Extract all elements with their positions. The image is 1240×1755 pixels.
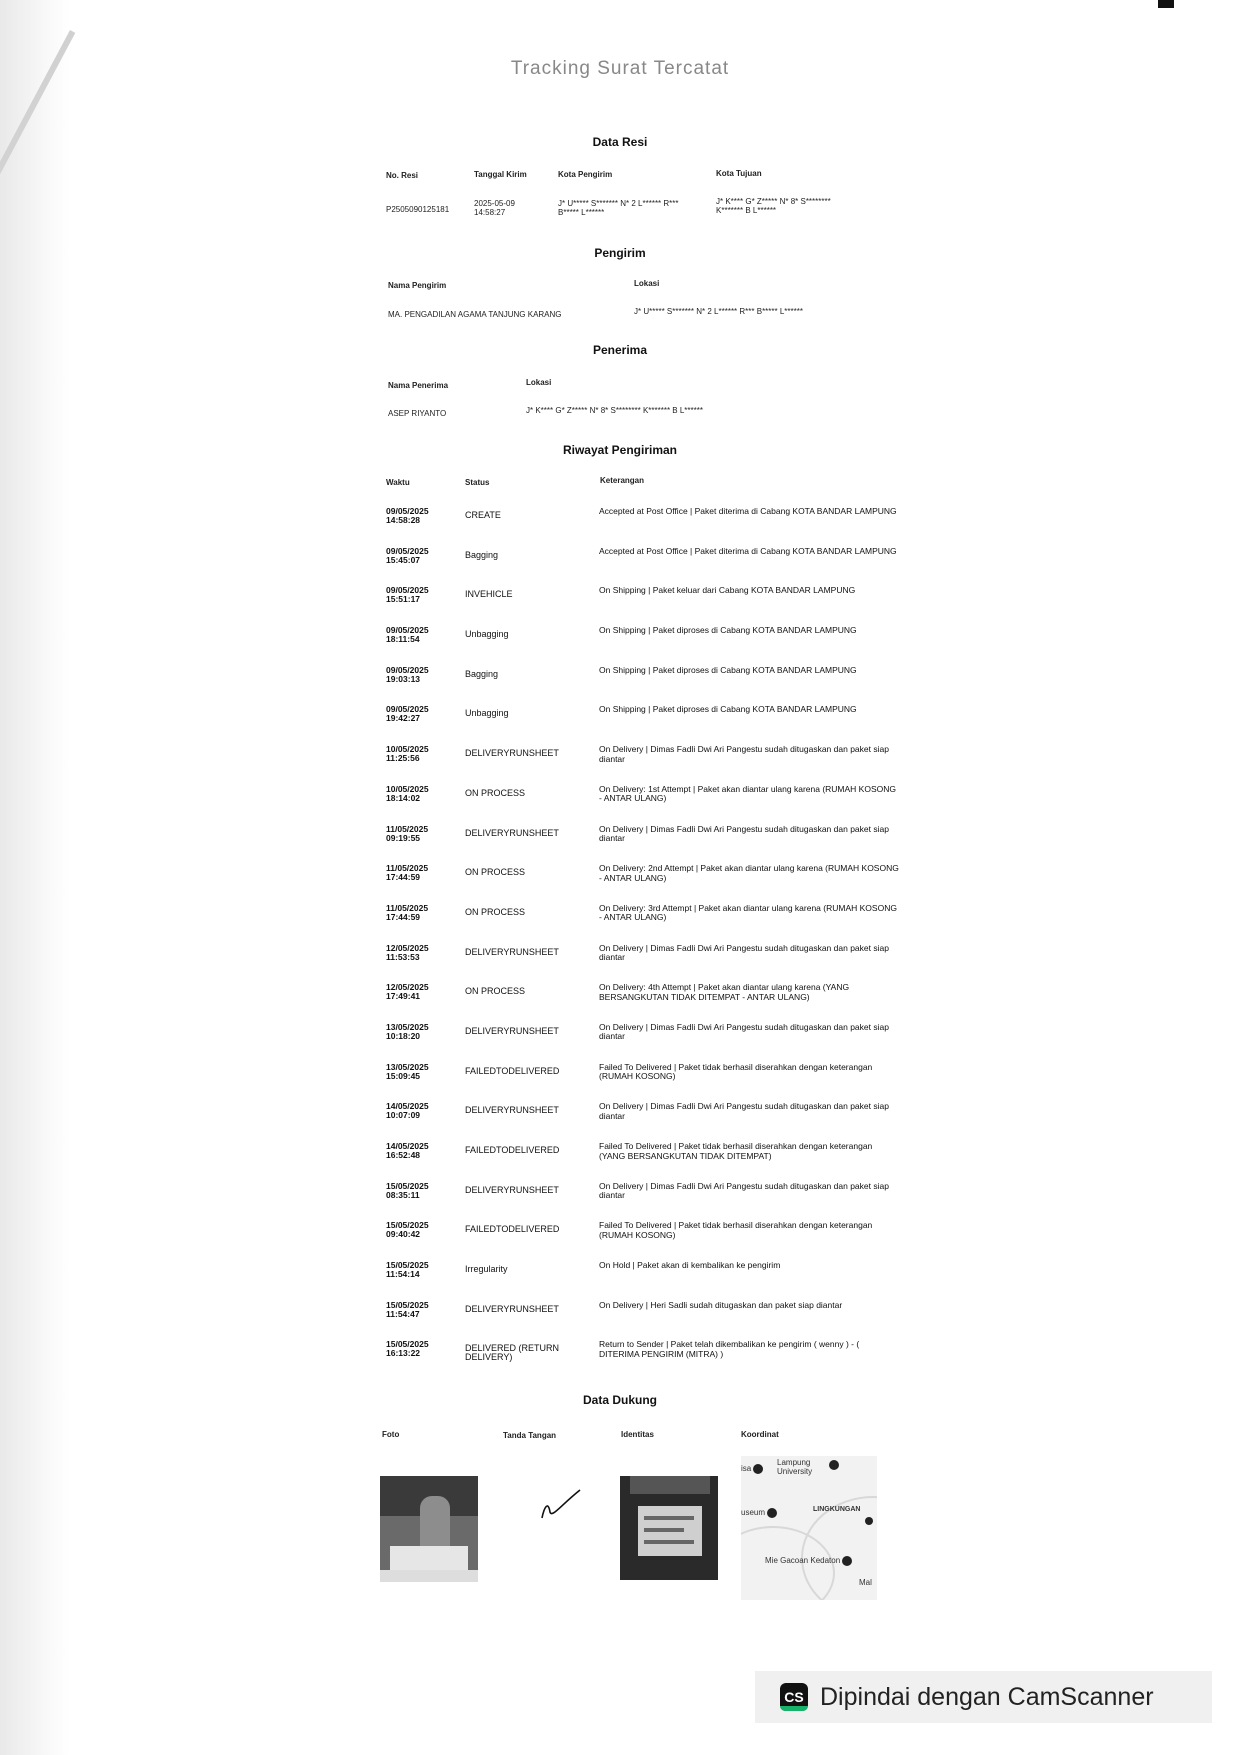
table-row [386,626,906,666]
row-keterangan: On Shipping | Paket diproses di Cabang KOTA BANDAR LAMPUNG [599,664,857,675]
row-keterangan: On Delivery: 3rd Attempt | Paket akan diantar ulang karena (RUMAH KOSONG - ANTAR ULANG) [599,902,897,923]
row-keterangan: On Delivery | Dimas Fadli Dwi Ari Pangestu sudah ditugaskan dan paket siap diantar [599,744,889,764]
row-keterangan: Accepted at Post Office | Paket diterima di Cabang KOTA BANDAR LAMPUNG [599,545,897,556]
map-pin-icon [753,1464,763,1474]
camscanner-text: Dipindai dengan CamScanner [820,1682,1154,1711]
dukung-header-tanda-tangan: Tanda Tangan [503,1431,557,1440]
row-waktu: 09/05/2025 18:11:54 [386,625,429,645]
row-keterangan: On Delivery | Dimas Fadli Dwi Ari Pangestu sudah ditugaskan dan paket siap diantar [599,1101,889,1121]
table-row [386,1063,906,1103]
row-keterangan: On Delivery: 4th Attempt | Paket akan diantar ulang karena (YANG BERSANGKUTAN TIDAK DITEMPAT - ANTAR ULANG) [599,982,850,1002]
map-label: LINGKUNGAN [813,1506,861,1513]
table-row [386,785,906,825]
table-row [386,745,906,785]
table-row [386,666,906,706]
table-row [386,904,906,944]
row-status: ON PROCESS [465,906,526,917]
resi-header-kota-tujuan: Kota Tujuan [716,169,762,178]
table-row [386,1182,906,1222]
dukung-header-koordinat: Koordinat [741,1430,779,1439]
section-penerima-heading: Penerima [592,343,648,357]
row-keterangan: On Delivery | Dimas Fadli Dwi Ari Pangestu sudah ditugaskan dan paket siap diantar [599,1021,889,1042]
table-row [386,1221,906,1261]
resi-kota-tujuan-value: J* K**** G* Z***** N* 8* S******** K******* B L****** [716,197,831,215]
row-waktu: 09/05/2025 19:03:13 [386,664,429,684]
row-status: DELIVERED (RETURN DELIVERY) [465,1343,560,1363]
riwayat-header-waktu: Waktu [386,478,410,487]
row-waktu: 10/05/2025 11:25:56 [386,744,429,764]
row-waktu: 14/05/2025 16:52:48 [386,1141,429,1160]
row-waktu: 11/05/2025 17:44:59 [386,863,429,883]
penerima-lokasi-value: J* K**** G* Z***** N* 8* S******** K******* B L****** [526,406,703,415]
table-row [386,825,906,865]
row-keterangan: On Shipping | Paket diproses di Cabang KOTA BANDAR LAMPUNG [599,704,857,715]
row-keterangan: On Delivery | Dimas Fadli Dwi Ari Pangestu sudah ditugaskan dan paket siap diantar [599,942,889,963]
row-status: CREATE [465,510,501,520]
resi-tanggal-value: 2025-05-09 14:58:27 [474,199,515,217]
row-status: DELIVERYRUNSHEET [465,1105,559,1116]
riwayat-header-keterangan: Keterangan [600,476,645,485]
table-row [386,1142,906,1182]
pengirim-lokasi-label: Lokasi [634,279,660,288]
riwayat-table [386,507,906,1380]
scan-corner-mark [1158,0,1174,8]
delivery-photo [380,1476,478,1582]
section-pengirim-heading: Pengirim [594,246,646,260]
row-status: Bagging [465,549,499,560]
row-waktu: 14/05/2025 10:07:09 [386,1101,429,1121]
table-row [386,507,906,547]
row-waktu: 13/05/2025 10:18:20 [386,1021,429,1041]
resi-kota-pengirim-value: J* U***** S******* N* 2 L****** R*** B***** L****** [558,199,679,217]
row-keterangan: On Hold | Paket akan di kembalikan ke pengirim [599,1260,781,1271]
identity-photo [620,1476,718,1580]
map-pin-icon [865,1516,876,1525]
section-data-resi-heading: Data Resi [592,135,648,149]
row-waktu: 09/05/2025 15:45:07 [386,545,429,565]
row-waktu: 11/05/2025 09:19:55 [386,823,429,843]
camscanner-watermark [755,1671,1212,1723]
riwayat-header-status: Status [465,478,490,487]
row-waktu: 10/05/2025 18:14:02 [386,783,429,803]
row-status: DELIVERYRUNSHEET [465,748,559,759]
table-row [386,586,906,626]
row-status: FAILEDTODELIVERED [465,1224,560,1235]
dukung-header-foto: Foto [382,1430,400,1439]
row-status: DELIVERYRUNSHEET [465,1025,559,1036]
row-waktu: 09/05/2025 15:51:17 [386,585,429,605]
map-label: useum [741,1508,780,1518]
row-keterangan: Failed To Delivered | Paket tidak berhasil diserahkan dengan keterangan (YANG BERSANGKUTAN TIDAK DITEMPAT) [599,1141,873,1161]
row-status: INVEHICLE [465,589,513,600]
row-waktu: 11/05/2025 17:44:59 [386,902,429,922]
table-row [386,705,906,745]
page-title: Tracking Surat Tercatat [510,58,730,79]
table-row [386,944,906,984]
row-status: ON PROCESS [465,867,526,878]
location-map [741,1456,877,1600]
row-keterangan: Accepted at Post Office | Paket diterima di Cabang KOTA BANDAR LAMPUNG [599,506,897,516]
table-row [386,1261,906,1301]
row-status: DELIVERYRUNSHEET [465,1303,559,1314]
resi-no-value: P2505090125181 [386,205,450,214]
table-row [386,1023,906,1063]
table-row [386,547,906,587]
row-waktu: 09/05/2025 14:58:28 [386,506,429,525]
scan-shadow [0,0,70,1755]
table-row [386,983,906,1023]
row-status: FAILEDTODELIVERED [465,1065,560,1076]
penerima-nama-label: Nama Penerima [388,381,449,390]
section-riwayat-heading: Riwayat Pengiriman [562,443,678,457]
row-keterangan: On Delivery | Heri Sadli sudah ditugaskan dan paket siap diantar [599,1299,843,1310]
pengirim-lokasi-value: J* U***** S******* N* 2 L****** R*** B***** L****** [634,307,803,316]
row-keterangan: Failed To Delivered | Paket tidak berhasil diserahkan dengan keterangan (RUMAH KOSONG) [599,1220,873,1240]
row-keterangan: On Shipping | Paket diproses di Cabang KOTA BANDAR LAMPUNG [599,625,857,636]
map-pin-icon [767,1508,777,1518]
row-keterangan: On Delivery | Dimas Fadli Dwi Ari Pangestu sudah ditugaskan dan paket siap diantar [599,1180,889,1201]
row-status: Unbagging [465,629,509,640]
section-data-dukung-heading: Data Dukung [582,1393,657,1407]
row-waktu: 13/05/2025 15:09:45 [386,1061,429,1081]
row-waktu: 15/05/2025 16:13:22 [386,1339,429,1359]
row-keterangan: On Delivery: 2nd Attempt | Paket akan diantar ulang karena (RUMAH KOSONG - ANTAR ULANG) [599,863,899,883]
row-status: DELIVERYRUNSHEET [465,1184,559,1195]
row-status: DELIVERYRUNSHEET [465,827,559,838]
table-row [386,864,906,904]
row-waktu: 15/05/2025 11:54:14 [386,1260,429,1280]
pengirim-nama-label: Nama Pengirim [388,281,447,290]
row-waktu: 15/05/2025 08:35:11 [386,1180,429,1200]
table-row [386,1102,906,1142]
row-waktu: 15/05/2025 09:40:42 [386,1220,429,1240]
table-row [386,1340,906,1380]
dukung-header-identitas: Identitas [621,1430,654,1439]
row-keterangan: Failed To Delivered | Paket tidak berhasil diserahkan dengan keterangan (RUMAH KOSONG) [599,1061,873,1082]
table-row [386,1301,906,1341]
row-waktu: 09/05/2025 19:42:27 [386,704,429,724]
row-status: ON PROCESS [465,986,526,997]
row-waktu: 15/05/2025 11:54:47 [386,1299,429,1319]
row-keterangan: On Shipping | Paket keluar dari Cabang KOTA BANDAR LAMPUNG [599,585,856,596]
pengirim-nama-value: MA. PENGADILAN AGAMA TANJUNG KARANG [388,310,562,319]
resi-header-tanggal: Tanggal Kirim [474,170,527,179]
penerima-nama-value: ASEP RIYANTO [388,409,447,418]
map-label: Mal [859,1578,872,1587]
map-pin-icon [829,1460,842,1470]
penerima-lokasi-label: Lokasi [526,378,552,387]
row-keterangan: Return to Sender | Paket telah dikembalikan ke pengirim ( wenny ) - ( DITERIMA PENGIRIM (MITRA) ) [599,1339,860,1359]
resi-header-kota-pengirim: Kota Pengirim [558,170,613,179]
resi-header-no: No. Resi [386,171,419,180]
map-pin-icon [842,1556,852,1566]
row-waktu: 12/05/2025 17:49:41 [386,982,429,1002]
row-status: Unbagging [465,708,509,719]
signature-image [538,1486,584,1522]
map-label: isa [741,1464,766,1474]
row-status: ON PROCESS [465,787,526,798]
row-status: DELIVERYRUNSHEET [465,946,559,957]
row-keterangan: On Delivery: 1st Attempt | Paket akan diantar ulang karena (RUMAH KOSONG - ANTAR ULANG) [599,783,896,804]
row-status: FAILEDTODELIVERED [465,1145,560,1155]
map-label: Lampung University [777,1458,813,1476]
row-keterangan: On Delivery | Dimas Fadli Dwi Ari Pangestu sudah ditugaskan dan paket siap diantar [599,823,889,843]
map-label: Mie Gacoan Kedaton [765,1556,855,1566]
row-status: Irregularity [465,1264,508,1275]
row-status: Bagging [465,668,499,679]
camscanner-logo-icon: CS [780,1683,808,1711]
row-waktu: 12/05/2025 11:53:53 [386,942,429,962]
